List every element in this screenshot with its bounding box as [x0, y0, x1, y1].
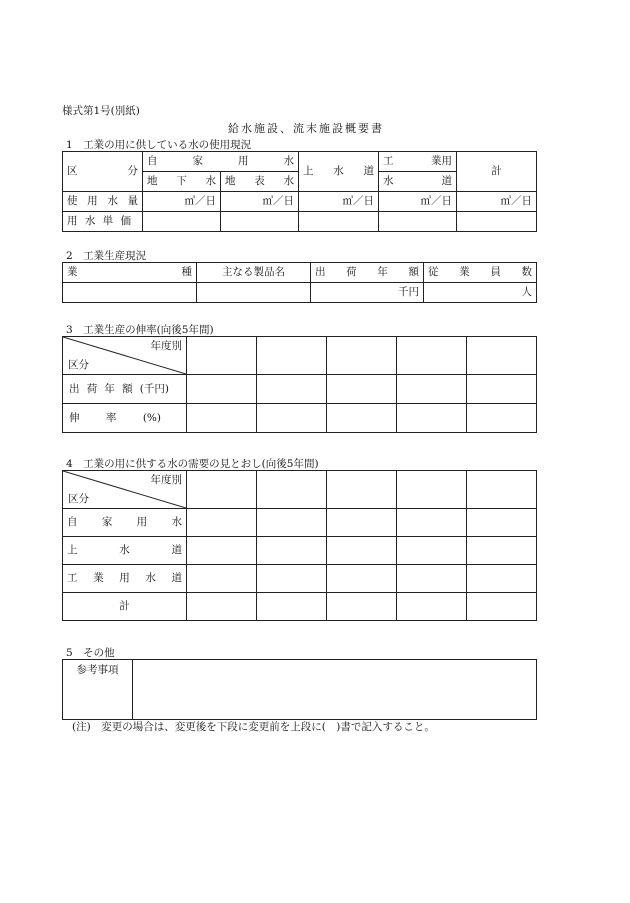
empty-cell[interactable]	[257, 337, 327, 375]
empty-cell[interactable]	[187, 509, 257, 537]
kogyo-header-2: 水 道	[379, 172, 457, 192]
empty-cell[interactable]	[187, 337, 257, 375]
table-row	[63, 509, 537, 537]
growth-table	[62, 336, 537, 433]
empty-cell[interactable]	[327, 593, 397, 621]
unit-yen: 千円	[311, 283, 424, 303]
jika-label: 自 家 用 水	[63, 509, 187, 537]
table-row	[63, 212, 537, 232]
table-row	[63, 375, 537, 404]
empty-cell[interactable]	[187, 375, 257, 404]
table-row	[63, 537, 537, 565]
empty-cell[interactable]	[397, 404, 467, 433]
empty-cell[interactable]	[257, 537, 327, 565]
jugyo-header: 従 業 員 数	[424, 263, 537, 283]
empty-cell[interactable]	[327, 509, 397, 537]
empty-cell[interactable]	[327, 537, 397, 565]
empty-cell[interactable]	[257, 375, 327, 404]
unit-price-label: 用 水 単 価	[63, 212, 143, 232]
empty-cell[interactable]	[457, 212, 537, 232]
unit-cell: ㎥／日	[457, 192, 537, 212]
gyo-header: 業 種	[63, 263, 197, 283]
empty-cell[interactable]	[397, 509, 467, 537]
table-row	[63, 283, 537, 303]
kei-header: 計	[457, 152, 537, 192]
water-demand-table	[62, 470, 537, 621]
section-4-heading: 4 工業の用に供する水の需要の見とおし(向後5年間)	[66, 458, 319, 470]
shipment-label: 出 荷 年 額 (千円)	[63, 375, 187, 404]
section-3-heading: 3 工業生産の伸率(向後5年間)	[66, 324, 214, 336]
nendo-label: 年度別	[150, 474, 182, 486]
empty-cell[interactable]	[187, 471, 257, 509]
empty-cell[interactable]	[187, 565, 257, 593]
empty-cell[interactable]	[327, 375, 397, 404]
empty-cell[interactable]	[467, 471, 537, 509]
empty-cell[interactable]	[187, 404, 257, 433]
products-header: 主なる製品名	[197, 263, 311, 283]
usage-volume-label: 使 用 水 量	[63, 192, 143, 212]
empty-cell[interactable]	[221, 212, 299, 232]
shukka-header: 出 荷 年 額	[311, 263, 424, 283]
other-table	[62, 659, 537, 720]
kubun-header: 区 分	[63, 152, 143, 192]
section-1-heading: 1 工業の用に供している水の使用現況	[66, 139, 252, 151]
chika-header: 地 下 水	[143, 172, 221, 192]
empty-cell[interactable]	[397, 565, 467, 593]
empty-cell[interactable]	[397, 593, 467, 621]
empty-cell[interactable]	[397, 375, 467, 404]
empty-cell[interactable]	[197, 283, 311, 303]
water-usage-table	[62, 151, 537, 232]
empty-cell[interactable]	[397, 537, 467, 565]
empty-cell[interactable]	[327, 565, 397, 593]
table-row	[63, 565, 537, 593]
reference-label: 参考事項	[63, 660, 133, 720]
kogyo-header-1: 工 業用	[379, 152, 457, 172]
empty-cell[interactable]	[257, 471, 327, 509]
note-text: (注) 変更の場合は、変更後を下段に変更前を上段に( )書で記入すること。	[72, 721, 435, 733]
empty-cell[interactable]	[467, 509, 537, 537]
kubun-label: 区分	[68, 358, 89, 371]
empty-cell[interactable]	[397, 337, 467, 375]
unit-cell: ㎥／日	[143, 192, 221, 212]
empty-cell[interactable]	[467, 404, 537, 433]
empty-cell[interactable]	[187, 537, 257, 565]
empty-cell[interactable]	[467, 337, 537, 375]
section-2-heading: 2 工業生産現況	[66, 250, 147, 262]
production-table	[62, 262, 537, 303]
josui-label: 上 水 道	[63, 537, 187, 565]
empty-cell[interactable]	[257, 593, 327, 621]
empty-cell[interactable]	[467, 593, 537, 621]
empty-cell[interactable]	[467, 537, 537, 565]
diagonal-header-cell	[63, 471, 187, 509]
page-title: 給水施設、流末施設概要書	[228, 122, 384, 135]
empty-cell[interactable]	[327, 337, 397, 375]
jika-header: 自 家 用 水	[143, 152, 299, 172]
growth-rate-label: 伸 率 (%)	[63, 404, 187, 433]
empty-cell[interactable]	[299, 212, 379, 232]
kogyo-label: 工 業 用 水 道	[63, 565, 187, 593]
empty-cell[interactable]	[257, 565, 327, 593]
empty-cell[interactable]	[143, 212, 221, 232]
empty-cell[interactable]	[467, 375, 537, 404]
diagonal-header-cell	[63, 337, 187, 375]
empty-cell[interactable]	[257, 404, 327, 433]
kubun-label: 区分	[68, 492, 89, 505]
empty-cell[interactable]	[397, 471, 467, 509]
table-row	[63, 593, 537, 621]
unit-cell: ㎥／日	[299, 192, 379, 212]
chihyo-header: 地 表 水	[221, 172, 299, 192]
reference-input[interactable]	[133, 660, 537, 720]
kei-label: 計	[63, 593, 187, 621]
nendo-label: 年度別	[150, 340, 182, 352]
table-row	[63, 192, 537, 212]
unit-cell: ㎥／日	[379, 192, 457, 212]
table-row	[63, 404, 537, 433]
empty-cell[interactable]	[467, 565, 537, 593]
empty-cell[interactable]	[379, 212, 457, 232]
unit-person: 人	[424, 283, 537, 303]
empty-cell[interactable]	[187, 593, 257, 621]
form-id: 様式第1号(別紙)	[62, 105, 140, 117]
empty-cell[interactable]	[327, 404, 397, 433]
josui-header: 上 水 道	[299, 152, 379, 192]
empty-cell[interactable]	[63, 283, 197, 303]
unit-cell: ㎥／日	[221, 192, 299, 212]
section-5-heading: 5 その他	[66, 647, 115, 659]
empty-cell[interactable]	[257, 509, 327, 537]
empty-cell[interactable]	[327, 471, 397, 509]
